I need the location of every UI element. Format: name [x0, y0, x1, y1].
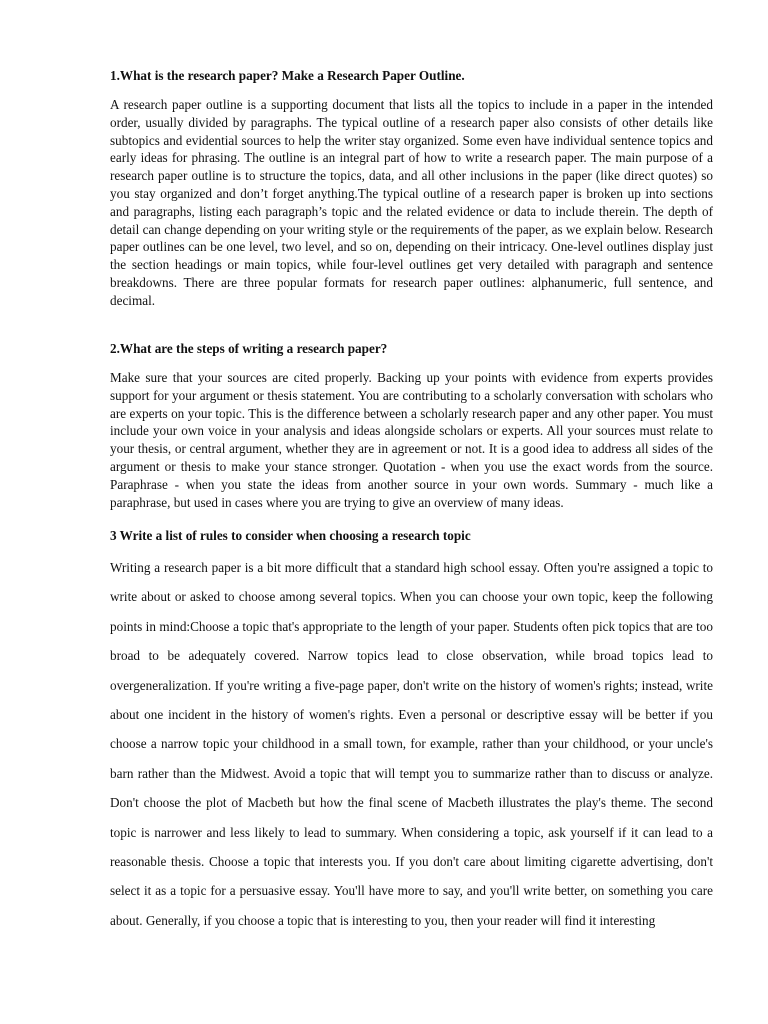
section-body-3: Writing a research paper is a bit more difficult that a standard high school essay. Often you're assigned a topic to write about or asked to choose among several topics. When you can choose your own topic, keep the following points in mind:Choose a topic that's appropriate to the length of your paper. Students often pick topics that are too broad to be adequately covered. Narrow topics lead to close observation, while broad topics lead to overgeneralization. If you're writing a five-page paper, don't write on the history of women's rights; instead, write about one incident in the history of women's rights. Even a personal or descriptive essay will be better if you choose a narrow topic your childhood in a small town, for example, rather than your childhood, or your uncle's barn rather than the Midwest. Avoid a topic that will tempt you to summarize rather than to discuss or analyze. Don't choose the plot of Macbeth but how the final scene of Macbeth illustrates the play's theme. The second topic is narrower and less likely to lead to summary. When considering a topic, ask yourself if it can lead to a reasonable thesis. Choose a topic that interests you. If you don't care about limiting cigarette advertising, don't select it as a topic for a persuasive essay. You'll have more to say, and you'll write better, on something you care about. Generally, if you choose a topic that is interesting to you, then your reader will find it interesting	[110, 560, 713, 928]
section-body-1: A research paper outline is a supporting document that lists all the topics to include in a paper in the intended order, usually divided by paragraphs. The typical outline of a research paper also consists of other details like subtopics and evidential sources to help the writer stay organized. Some even have individual sentence topics and early ideas for phrasing. The outline is an integral part of how to write a research paper. The main purpose of a research paper outline is to structure the topics, data, and all other inclusions in the paper (like direct quotes) so you stay organized and don’t forget anything.The typical outline of a research paper is broken up into sections and paragraphs, listing each paragraph’s topic and the related evidence or data to include therein. The depth of detail can change depending on your writing style or the requirements of the paper, as we explain below. Research paper outlines can be one level, two level, and so on, depending on their intricacy. One-level outlines display just the section headings or main topics, while four-level outlines get very detailed with paragraph and sentence breakdowns. There are three popular formats for research paper outlines: alphanumeric, full sentence, and decimal.	[110, 97, 713, 308]
section-heading-3: 3 Write a list of rules to consider when choosing a research topic	[110, 528, 471, 543]
section-heading-2: 2.What are the steps of writing a research paper?	[110, 341, 388, 356]
section-body-2: Make sure that your sources are cited properly. Backing up your points with evidence from experts provides support for your argument or thesis statement. You are contributing to a scholarly conversation with scholars who are experts on your topic. This is the difference between a scholarly research paper and any other paper. You must include your own voice in your analysis and ideas alongside scholars or experts. All your sources must relate to your thesis, or central argument, whether they are in agreement or not. It is a good idea to address all sides of the argument or thesis to make your stance stronger. Quotation - when you use the exact words from the source. Paraphrase - when you state the ideas from another source in your own words. Summary - much like a paraphrase, but used in cases where you are trying to give an overview of many ideas.	[110, 370, 713, 510]
section-heading-1: 1.What is the research paper? Make a Research Paper Outline.	[110, 68, 465, 83]
